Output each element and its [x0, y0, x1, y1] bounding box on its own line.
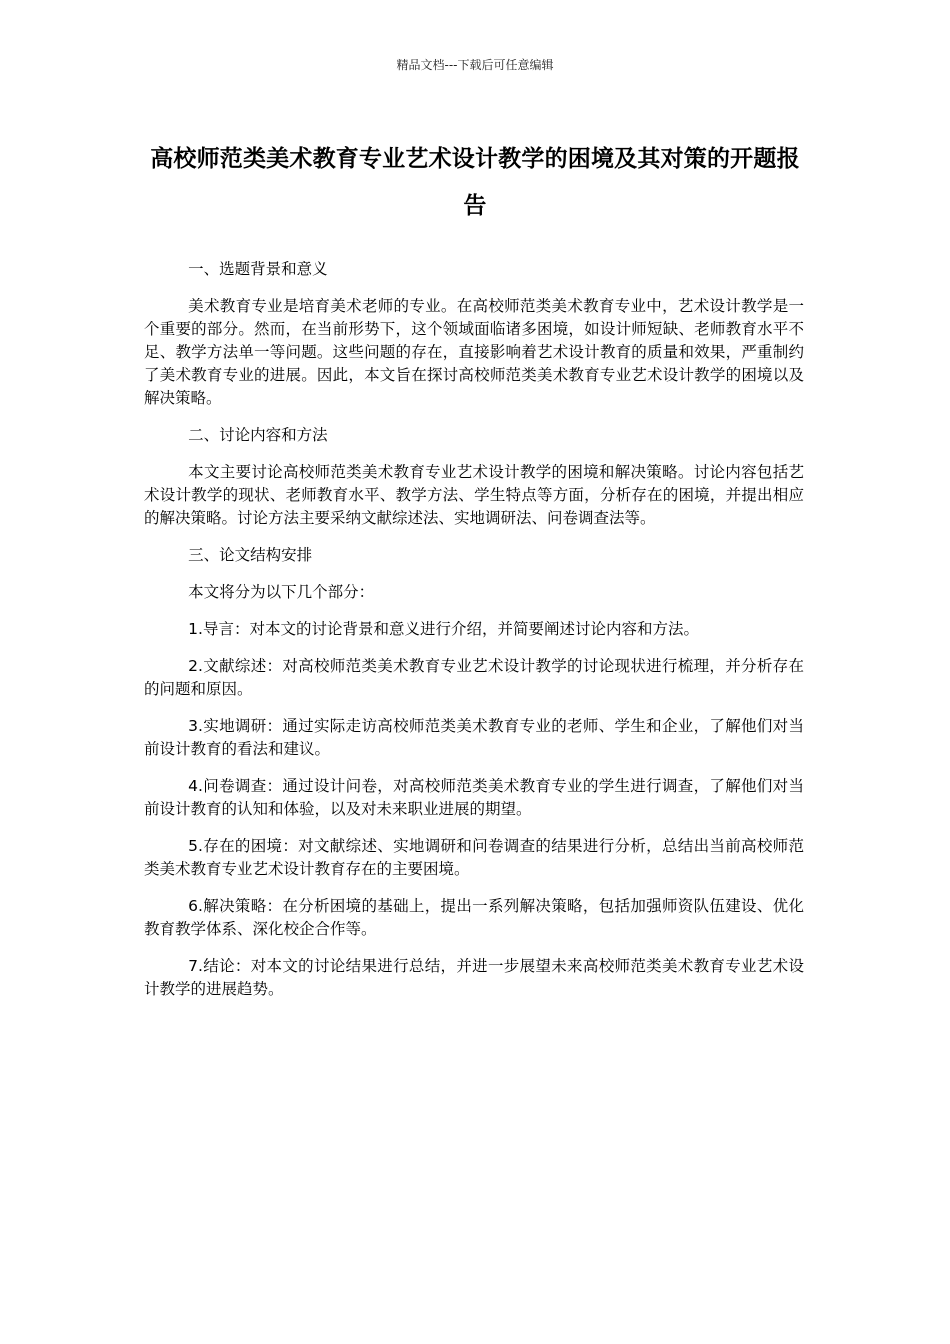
paragraph-content-methods: 本文主要讨论高校师范类美术教育专业艺术设计教学的困境和解决策略。讨论内容包括艺术设计教学的现状、老师教育水平、教学方法、学生特点等方面，分析存在的困境，并提出相应的解决策略。讨论方法主要采纳文献综述法、实地调研法、问卷调查法等。	[144, 463, 804, 527]
paragraph-background: 美术教育专业是培育美术老师的专业。在高校师范类美术教育专业中，艺术设计教学是一个重要的部分。然而，在当前形势下，这个领域面临诸多困境，如设计师短缺、老师教育水平不足、教学方法单一等问题。这些问题的存在，直接影响着艺术设计教育的质量和效果，严重制约了美术教育专业的进展。因此，本文旨在探讨高校师范类美术教育专业艺术设计教学的困境以及解决策略。	[144, 297, 804, 407]
section-heading-structure: 三、论文结构安排	[188, 546, 313, 564]
list-item-difficulties: 5.存在的困境：对文献综述、实地调研和问卷调查的结果进行分析，总结出当前高校师范类美术教育专业艺术设计教育存在的主要困境。	[144, 837, 804, 878]
list-item-literature-review: 2.文献综述：对高校师范类美术教育专业艺术设计教学的讨论现状进行梳理，并分析存在的问题和原因。	[144, 657, 804, 698]
list-item-introduction: 1.导言：对本文的讨论背景和意义进行介绍，并简要阐述讨论内容和方法。	[188, 620, 699, 638]
paragraph-structure-intro: 本文将分为以下几个部分：	[188, 583, 375, 601]
header-note: 精品文档---下载后可任意编辑	[396, 58, 554, 72]
document-title: 高校师范类美术教育专业艺术设计教学的困境及其对策的开题报告	[150, 146, 800, 219]
section-heading-background: 一、选题背景和意义	[188, 260, 328, 278]
list-item-conclusion: 7.结论：对本文的讨论结果进行总结，并进一步展望未来高校师范类美术教育专业艺术设计教学的进展趋势。	[144, 957, 804, 998]
list-item-questionnaire: 4.问卷调查：通过设计问卷，对高校师范类美术教育专业的学生进行调查，了解他们对当前设计教育的认知和体验，以及对未来职业进展的期望。	[144, 777, 804, 818]
section-heading-content-methods: 二、讨论内容和方法	[188, 426, 328, 444]
list-item-field-research: 3.实地调研：通过实际走访高校师范类美术教育专业的老师、学生和企业，了解他们对当前设计教育的看法和建议。	[144, 717, 804, 758]
list-item-strategies: 6.解决策略：在分析困境的基础上，提出一系列解决策略，包括加强师资队伍建设、优化教育教学体系、深化校企合作等。	[144, 897, 804, 938]
document-body	[144, 258, 804, 1015]
